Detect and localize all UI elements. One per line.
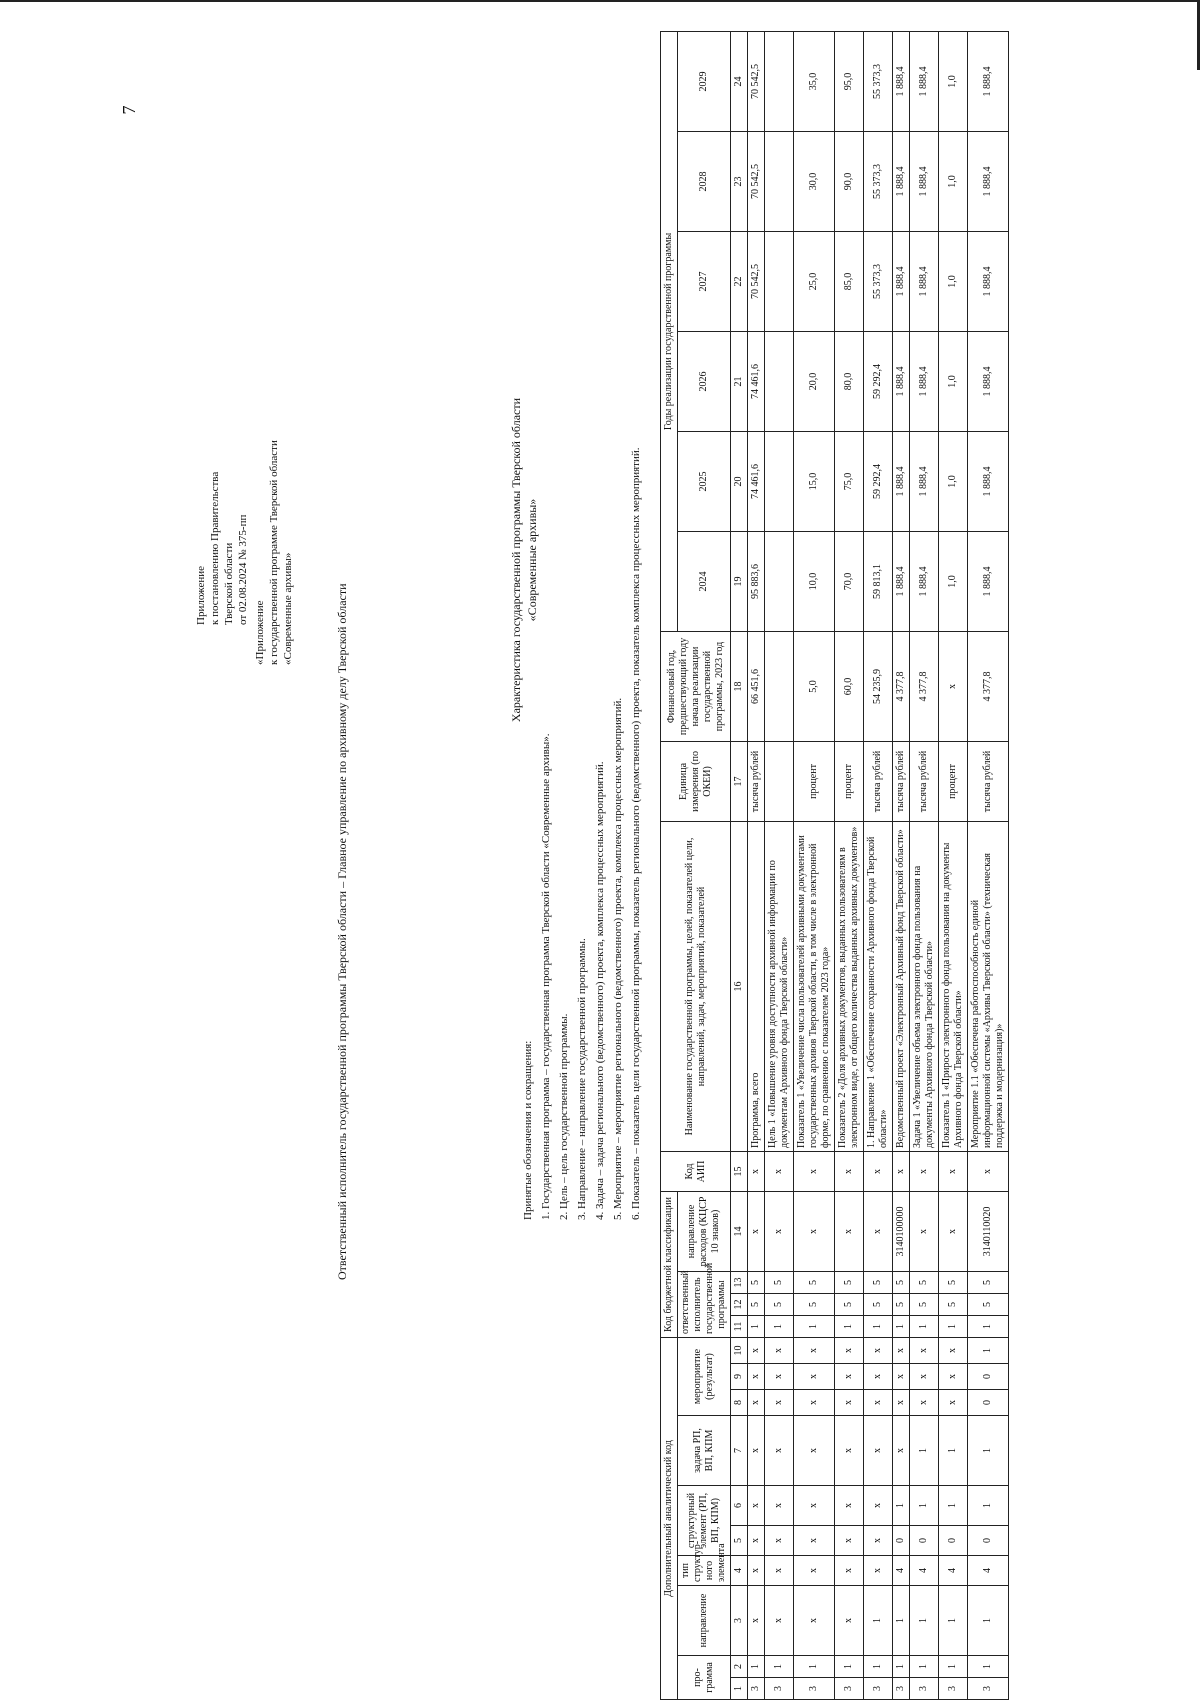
code-cell: 5 — [893, 1293, 910, 1315]
approval-line: «Приложение — [254, 600, 266, 665]
value-cell: 1 888,4 — [968, 31, 1009, 131]
value-cell: 1,0 — [939, 131, 968, 231]
code-cell: 1 — [893, 1486, 910, 1526]
code-cell: 3140100000 — [893, 1191, 910, 1271]
value-cell: 1 888,4 — [968, 231, 1009, 331]
value-cell — [765, 131, 794, 231]
value-cell: 1 888,4 — [968, 331, 1009, 431]
table-row — [893, 31, 910, 1699]
code-cell: 5 — [939, 1293, 968, 1315]
code-cell: х — [864, 1151, 893, 1191]
unit-cell: тысяча рублей — [968, 741, 1009, 821]
table-row — [939, 31, 968, 1699]
code-cell: х — [835, 1337, 864, 1363]
column-number: 18 — [731, 631, 748, 741]
code-cell: х — [939, 1151, 968, 1191]
code-cell: 1 — [794, 1315, 835, 1337]
code-cell: х — [765, 1151, 794, 1191]
value-cell: 4 377,8 — [910, 631, 939, 741]
unit-cell: тысяча рублей — [893, 741, 910, 821]
value-cell: 66 451,6 — [748, 631, 765, 741]
code-cell: х — [910, 1337, 939, 1363]
legend-item: 1. Государственная программа – государственная программа Тверской области «Современные архивы». — [540, 733, 552, 1220]
code-cell: х — [794, 1337, 835, 1363]
code-cell: х — [835, 1364, 864, 1390]
code-cell: х — [835, 1191, 864, 1271]
header-direction: направление — [678, 1586, 731, 1656]
value-cell: 1 888,4 — [910, 431, 939, 531]
value-cell: 1 888,4 — [893, 431, 910, 531]
code-cell: 1 — [765, 1656, 794, 1678]
code-cell: 1 — [939, 1586, 968, 1656]
value-cell: 1,0 — [939, 431, 968, 531]
value-cell: 1 888,4 — [910, 331, 939, 431]
code-cell: х — [835, 1151, 864, 1191]
header-type: тип структур-ного элемента — [678, 1556, 731, 1586]
value-cell: 1,0 — [939, 31, 968, 131]
code-cell: х — [864, 1416, 893, 1486]
code-cell: 1 — [939, 1486, 968, 1526]
code-cell: 0 — [968, 1526, 1009, 1556]
name-cell: 1. Направление 1 «Обеспечение сохранности Архивного фонда Тверской области» — [864, 821, 893, 1151]
code-cell: 1 — [910, 1315, 939, 1337]
value-cell: 75,0 — [835, 431, 864, 531]
code-cell: х — [765, 1556, 794, 1586]
code-cell: х — [864, 1390, 893, 1416]
code-cell: х — [794, 1151, 835, 1191]
unit-cell: процент — [939, 741, 968, 821]
value-cell: 1,0 — [939, 231, 968, 331]
year-header: 2028 — [678, 131, 731, 231]
column-number: 14 — [731, 1191, 748, 1271]
header-struct: структурный элемент (РП, ВП, КПМ) — [678, 1486, 731, 1556]
header-expense: направление расходов (КЦСР 10 знаков) — [678, 1191, 731, 1271]
value-cell: 20,0 — [794, 331, 835, 431]
value-cell: 15,0 — [794, 431, 835, 531]
header-fin-year: Финансовый год, предшествующий году начала реализации государственной программы, 2023 год — [661, 631, 731, 741]
code-cell: 3 — [910, 1678, 939, 1700]
table-row — [765, 31, 794, 1699]
code-cell: х — [835, 1556, 864, 1586]
code-cell: 5 — [893, 1271, 910, 1293]
value-cell: х — [939, 631, 968, 741]
code-cell: 5 — [910, 1293, 939, 1315]
header-name: Наименование государственной программы, целей, показателей цели, направлений, задач, мероприятий, показателей — [661, 821, 731, 1151]
column-number: 10 — [731, 1337, 748, 1363]
code-cell: х — [893, 1364, 910, 1390]
code-cell: 1 — [765, 1315, 794, 1337]
year-header: 2024 — [678, 531, 731, 631]
title-line: «Современные архивы» — [525, 498, 539, 622]
column-number: 16 — [731, 821, 748, 1151]
code-cell: х — [864, 1486, 893, 1526]
code-cell: х — [794, 1556, 835, 1586]
code-cell: 1 — [939, 1656, 968, 1678]
unit-cell: процент — [835, 741, 864, 821]
code-cell: 5 — [968, 1293, 1009, 1315]
code-cell: 1 — [968, 1315, 1009, 1337]
code-cell: 1 — [748, 1656, 765, 1678]
unit-cell: тысяча рублей — [910, 741, 939, 821]
code-cell: х — [748, 1390, 765, 1416]
code-cell: х — [893, 1390, 910, 1416]
code-cell: х — [748, 1364, 765, 1390]
code-cell: х — [939, 1364, 968, 1390]
code-cell: х — [864, 1556, 893, 1586]
table-row — [794, 31, 835, 1699]
column-number: 11 — [731, 1315, 748, 1337]
value-cell: 1 888,4 — [910, 231, 939, 331]
code-cell: 5 — [864, 1271, 893, 1293]
code-cell: х — [835, 1486, 864, 1526]
code-cell: х — [748, 1151, 765, 1191]
approval-line: Тверской области — [223, 542, 235, 625]
code-cell: 1 — [893, 1656, 910, 1678]
value-cell: 70 542,5 — [748, 31, 765, 131]
code-cell: 1 — [864, 1656, 893, 1678]
value-cell: 74 461,6 — [748, 331, 765, 431]
title-line: Характеристика государственной программы Тверской области — [509, 397, 523, 723]
code-cell: 4 — [939, 1556, 968, 1586]
value-cell: 54 235,9 — [864, 631, 893, 741]
approval-line: к постановлению Правительства — [209, 471, 221, 625]
code-cell: х — [748, 1586, 765, 1656]
legend-item: 6. Показатель – показатель цели государственной программы, показатель регионального (ведомственного) проекта, показатель комплекса процессных мероприятий. — [630, 447, 642, 1220]
code-cell: 1 — [893, 1315, 910, 1337]
code-cell: х — [893, 1151, 910, 1191]
code-cell: 4 — [968, 1556, 1009, 1586]
approval-line: «Современные архивы» — [282, 552, 294, 665]
year-header: 2025 — [678, 431, 731, 531]
column-number: 7 — [731, 1416, 748, 1486]
column-number: 13 — [731, 1271, 748, 1293]
code-cell: х — [910, 1364, 939, 1390]
code-cell: 5 — [748, 1271, 765, 1293]
code-cell: 3 — [939, 1678, 968, 1700]
code-cell: х — [910, 1390, 939, 1416]
value-cell: 1 888,4 — [968, 531, 1009, 631]
approval-line: от 02.08.2024 № 375-пп — [237, 514, 249, 625]
legend-item: 3. Направление – направление государственной программы. — [576, 938, 588, 1220]
code-cell: 5 — [835, 1271, 864, 1293]
code-cell: 0 — [910, 1526, 939, 1556]
unit-cell: процент — [794, 741, 835, 821]
code-cell: 3 — [748, 1678, 765, 1700]
column-number: 6 — [731, 1486, 748, 1526]
code-cell: 1 — [939, 1315, 968, 1337]
code-cell: 4 — [910, 1556, 939, 1586]
value-cell — [765, 331, 794, 431]
value-cell: 95 883,6 — [748, 531, 765, 631]
code-cell: х — [748, 1556, 765, 1586]
value-cell: 1 888,4 — [893, 331, 910, 431]
legend-item: 4. Задача – задача регионального (ведомственного) проекта, комплекса процессных мероприятий. — [594, 761, 606, 1220]
value-cell: 70 542,5 — [748, 231, 765, 331]
header-years: Годы реализации государственной программы — [661, 31, 678, 631]
value-cell: 1 888,4 — [893, 31, 910, 131]
code-cell: х — [893, 1337, 910, 1363]
code-cell: 1 — [968, 1486, 1009, 1526]
code-cell: 1 — [910, 1486, 939, 1526]
value-cell: 35,0 — [794, 31, 835, 131]
code-cell: х — [939, 1191, 968, 1271]
column-number: 4 — [731, 1556, 748, 1586]
column-number: 5 — [731, 1526, 748, 1556]
code-cell: х — [864, 1526, 893, 1556]
header-event: мероприятие (результат) — [678, 1337, 731, 1415]
code-cell: 5 — [910, 1271, 939, 1293]
unit-cell — [765, 741, 794, 821]
code-cell: 1 — [968, 1416, 1009, 1486]
code-cell: 1 — [910, 1416, 939, 1486]
code-cell: х — [748, 1416, 765, 1486]
value-cell: 55 373,3 — [864, 231, 893, 331]
value-cell: 95,0 — [835, 31, 864, 131]
code-cell: 0 — [893, 1526, 910, 1556]
value-cell: 1 888,4 — [893, 131, 910, 231]
code-cell: 5 — [968, 1271, 1009, 1293]
value-cell: 1 888,4 — [910, 531, 939, 631]
code-cell: х — [794, 1486, 835, 1526]
code-cell: 3 — [864, 1678, 893, 1700]
code-cell: х — [794, 1364, 835, 1390]
code-cell: 1 — [968, 1337, 1009, 1363]
code-cell: х — [794, 1390, 835, 1416]
code-cell: х — [939, 1337, 968, 1363]
column-number: 1 — [731, 1678, 748, 1700]
value-cell: 4 377,8 — [893, 631, 910, 741]
table-row — [910, 31, 939, 1699]
value-cell — [765, 231, 794, 331]
code-cell: 3 — [765, 1678, 794, 1700]
code-cell: 3 — [893, 1678, 910, 1700]
code-cell: 5 — [794, 1271, 835, 1293]
name-cell: Показатель 1 «Прирост электронного фонда пользования на документы Архивного фонда Тверской области» — [939, 821, 968, 1151]
characteristics-table — [660, 31, 1009, 1700]
code-cell: х — [765, 1191, 794, 1271]
code-cell: 3 — [835, 1678, 864, 1700]
code-cell: 3 — [794, 1678, 835, 1700]
unit-cell: тысяча рублей — [864, 741, 893, 821]
code-cell: х — [794, 1526, 835, 1556]
code-cell: 5 — [864, 1293, 893, 1315]
code-cell: х — [910, 1151, 939, 1191]
code-cell: х — [794, 1586, 835, 1656]
value-cell: 1,0 — [939, 331, 968, 431]
name-cell: Показатель 1 «Увеличение числа пользователей архивными документами государственных архивов Тверской области, в том числе в электронной форме, по сравнению с показателем 2023 года» — [794, 821, 835, 1151]
value-cell: 55 373,3 — [864, 131, 893, 231]
code-cell: 1 — [893, 1586, 910, 1656]
year-header: 2027 — [678, 231, 731, 331]
value-cell: 60,0 — [835, 631, 864, 741]
value-cell: 1 888,4 — [910, 31, 939, 131]
code-cell: х — [835, 1390, 864, 1416]
name-cell: Программа, всего — [748, 821, 765, 1151]
value-cell: 59 292,4 — [864, 431, 893, 531]
code-cell: 5 — [835, 1293, 864, 1315]
table-body — [748, 31, 1009, 1699]
code-cell: х — [765, 1526, 794, 1556]
approval-line: Приложение — [195, 565, 207, 625]
value-cell: 1 888,4 — [893, 231, 910, 331]
value-cell: 70,0 — [835, 531, 864, 631]
code-cell: 1 — [835, 1315, 864, 1337]
header-additional-code: Дополнительный аналитический код — [661, 1337, 678, 1699]
code-cell: 1 — [910, 1656, 939, 1678]
value-cell: 80,0 — [835, 331, 864, 431]
value-cell: 1 888,4 — [968, 431, 1009, 531]
code-cell: 4 — [893, 1556, 910, 1586]
code-cell: 3 — [968, 1678, 1009, 1700]
code-cell: х — [765, 1486, 794, 1526]
code-cell: х — [765, 1586, 794, 1656]
code-cell: х — [748, 1526, 765, 1556]
value-cell: 1 888,4 — [910, 131, 939, 231]
code-cell: 1 — [968, 1586, 1009, 1656]
value-cell — [765, 631, 794, 741]
header-executor: ответственный исполнитель государственной программы — [678, 1271, 731, 1337]
code-cell: 1 — [864, 1315, 893, 1337]
header-unit: Единица измерения (по ОКЕИ) — [661, 741, 731, 821]
code-cell: 1 — [968, 1656, 1009, 1678]
column-number: 12 — [731, 1293, 748, 1315]
code-cell: 5 — [794, 1293, 835, 1315]
value-cell — [765, 431, 794, 531]
column-number: 9 — [731, 1364, 748, 1390]
code-cell: х — [939, 1390, 968, 1416]
name-cell: Мероприятие 1.1 «Обеспечена работоспособность единой информационной системы «Архивы Тверской области» (техническая поддержка и модернизация)» — [968, 821, 1009, 1151]
year-header: 2026 — [678, 331, 731, 431]
code-cell: х — [765, 1337, 794, 1363]
value-cell: 10,0 — [794, 531, 835, 631]
value-cell — [765, 531, 794, 631]
code-cell: 0 — [968, 1390, 1009, 1416]
value-cell: 90,0 — [835, 131, 864, 231]
code-cell: 0 — [939, 1526, 968, 1556]
code-cell: х — [864, 1337, 893, 1363]
code-cell: х — [835, 1586, 864, 1656]
code-cell: 1 — [794, 1656, 835, 1678]
code-cell: х — [748, 1486, 765, 1526]
characteristics-table-wrap — [660, 63, 1160, 1700]
column-number: 15 — [731, 1151, 748, 1191]
name-cell: Показатель 2 «Доля архивных документов, выданных пользователям в электронном виде, от общего количества выданных архивных документов» — [835, 821, 864, 1151]
value-cell: 1,0 — [939, 531, 968, 631]
legend-item: 5. Мероприятие – мероприятие регионального (ведомственного) проекта, комплекса процессных мероприятий. — [612, 697, 624, 1220]
value-cell: 74 461,6 — [748, 431, 765, 531]
code-cell: х — [765, 1416, 794, 1486]
code-cell: х — [794, 1416, 835, 1486]
table-row — [835, 31, 864, 1699]
name-cell: Цель 1 «Повышение уровня доступности архивной информации по документам Архивного фонда Тверской области» — [765, 821, 794, 1151]
value-cell: 59 292,4 — [864, 331, 893, 431]
unit-cell: тысяча рублей — [748, 741, 765, 821]
value-cell: 5,0 — [794, 631, 835, 741]
code-cell: х — [864, 1191, 893, 1271]
header-budget-code: Код бюджетной классификации — [661, 1191, 678, 1337]
year-header: 2029 — [678, 31, 731, 131]
code-cell: 5 — [748, 1293, 765, 1315]
name-cell: Ведомственный проект «Электронный Архивный фонд Тверской области» — [893, 821, 910, 1151]
header-task: задача РП, ВП, КПМ — [678, 1416, 731, 1486]
code-cell: 1 — [910, 1586, 939, 1656]
code-cell: 5 — [765, 1271, 794, 1293]
code-cell: х — [893, 1416, 910, 1486]
value-cell: 55 373,3 — [864, 31, 893, 131]
code-cell: 0 — [968, 1364, 1009, 1390]
approval-resolution-block — [194, 365, 250, 625]
column-number: 3 — [731, 1586, 748, 1656]
header-program: про-грамма — [678, 1656, 731, 1700]
legend-item: 2. Цель – цель государственной программы. — [558, 1013, 570, 1220]
code-cell: х — [835, 1416, 864, 1486]
column-number: 2 — [731, 1656, 748, 1678]
column-number: 8 — [731, 1390, 748, 1416]
value-cell: 1 888,4 — [893, 531, 910, 631]
column-number: 21 — [731, 331, 748, 431]
name-cell: Задача 1 «Увеличение объема электронного фонда пользования на документы Архивного фонда Тверской области» — [910, 821, 939, 1151]
code-cell: х — [765, 1390, 794, 1416]
table-row — [748, 31, 765, 1699]
table-row — [864, 31, 893, 1699]
code-cell: 1 — [864, 1586, 893, 1656]
column-number: 22 — [731, 231, 748, 331]
table-row — [968, 31, 1009, 1699]
code-cell: 1 — [939, 1416, 968, 1486]
header-aip-code: Код АИП — [661, 1151, 731, 1191]
column-number-row — [731, 31, 748, 1699]
code-cell: 1 — [835, 1656, 864, 1678]
value-cell — [765, 31, 794, 131]
legend — [519, 400, 645, 1220]
code-cell: х — [765, 1364, 794, 1390]
code-cell: х — [748, 1337, 765, 1363]
value-cell: 59 813,1 — [864, 531, 893, 631]
approval-program-block — [253, 365, 295, 665]
code-cell: х — [835, 1526, 864, 1556]
column-number: 17 — [731, 741, 748, 821]
code-cell: х — [864, 1364, 893, 1390]
column-number: 24 — [731, 31, 748, 131]
code-cell: х — [910, 1191, 939, 1271]
page-number: 7 — [119, 105, 139, 115]
value-cell: 25,0 — [794, 231, 835, 331]
value-cell: 85,0 — [835, 231, 864, 331]
code-cell: 5 — [765, 1293, 794, 1315]
code-cell: х — [968, 1151, 1009, 1191]
column-number: 20 — [731, 431, 748, 531]
code-cell: 1 — [748, 1315, 765, 1337]
code-cell: 3140110020 — [968, 1191, 1009, 1271]
value-cell: 4 377,8 — [968, 631, 1009, 741]
column-number: 19 — [731, 531, 748, 631]
value-cell: 1 888,4 — [968, 131, 1009, 231]
code-cell: 5 — [939, 1271, 968, 1293]
value-cell: 30,0 — [794, 131, 835, 231]
responsible-executor: Ответственный исполнитель государственной программы Тверской области – Главное управление по архивному делу Тверской области — [335, 583, 349, 1280]
value-cell: 70 542,5 — [748, 131, 765, 231]
code-cell: х — [794, 1191, 835, 1271]
approval-line: к государственной программе Тверской области — [268, 440, 280, 665]
column-number: 23 — [731, 131, 748, 231]
code-cell: х — [748, 1191, 765, 1271]
legend-heading: Принятые обозначения и сокращения: — [522, 1040, 534, 1220]
